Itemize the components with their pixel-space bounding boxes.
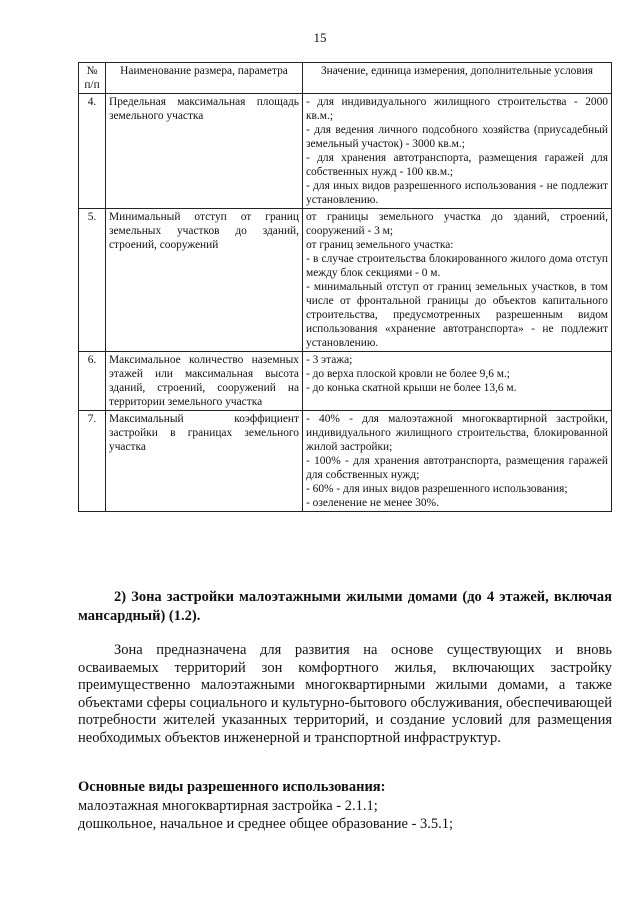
value-line: - в случае строительства блокированного жилого дома отступ между блок секциями - 0 м.: [306, 253, 608, 279]
row-value: [303, 411, 612, 512]
value-line: - 3 этажа;: [306, 354, 353, 366]
value-line: - до верха плоской кровли не более 9,6 м.;: [306, 368, 510, 380]
value-line: - 60% - для иных видов разрешенного использования;: [306, 483, 568, 495]
section-paragraph: Зона предназначена для развития на основе существующих и вновь осваиваемых территорий зон комфортного жилья, включающих застройку преимущественно малоэтажными многоквартирными жилыми домами, а также объектами сферы социального и культурно-бытового обслуживания, обеспечивающей потребности жителей указанных территорий, и создание условий для размещения необходимых объектов инженерной и транспортной инфраструктур.: [78, 642, 612, 746]
row-number: 7.: [79, 411, 106, 512]
row-number: 6.: [79, 352, 106, 411]
value-line: - 40% - для малоэтажной многоквартирной застройки, индивидуального жилищного строительства, блокированной жилой застройки;: [306, 413, 608, 453]
value-line: - озеленение не менее 30%.: [306, 497, 439, 509]
row-parameter-name: Минимальный отступ от границ земельных участков до зданий, строений, сооружений: [106, 209, 303, 352]
value-line: - минимальный отступ от границ земельных участков, в том числе от фронтальной границы до объектов капитального строительства, предусмотренных разрешенным видом использования «хранение автотранспорта» - не подлежит установлению.: [306, 281, 608, 349]
row-value: [303, 209, 612, 352]
section-heading: 2) Зона застройки малоэтажными жилыми домами (до 4 этажей, включая мансардный) (1.2).: [78, 589, 612, 624]
row-number: 5.: [79, 209, 106, 352]
header-num: № п/п: [79, 63, 106, 94]
row-parameter-name: Максимальное количество наземных этажей или максимальная высота зданий, строений, сооружений на территории земельного участка: [106, 352, 303, 411]
row-parameter-name: Максимальный коэффициент застройки в границах земельного участка: [106, 411, 303, 512]
list-item: малоэтажная многоквартирная застройка - 2.1.1;: [78, 798, 378, 814]
row-value: [303, 352, 612, 411]
parameters-table: [78, 62, 612, 512]
permitted-uses-heading: Основные виды разрешенного использования:: [78, 779, 386, 795]
header-name: Наименование размера, параметра: [106, 63, 303, 94]
row-value: [303, 94, 612, 209]
table-row: [79, 209, 612, 352]
value-line: - для хранения автотранспорта, размещения гаражей для собственных нужд - 100 кв.м.;: [306, 152, 608, 178]
value-line: - для индивидуального жилищного строительства - 2000 кв.м.;: [306, 96, 608, 122]
value-line: - для ведения личного подсобного хозяйства (приусадебный земельный участок) - 3000 кв.м.;: [306, 124, 608, 150]
table-row: [79, 352, 612, 411]
row-parameter-name: Предельная максимальная площадь земельного участка: [106, 94, 303, 209]
list-item: дошкольное, начальное и среднее общее образование - 3.5.1;: [78, 816, 454, 832]
permitted-uses-list: [78, 797, 612, 833]
value-line: - 100% - для хранения автотранспорта, размещения гаражей для собственных нужд;: [306, 455, 608, 481]
value-line: от границы земельного участка до зданий, строений, сооружений - 3 м;: [306, 211, 608, 237]
value-line: - для иных видов разрешенного использования - не подлежит установлению.: [306, 180, 608, 206]
table-header-row: [79, 63, 612, 94]
row-number: 4.: [79, 94, 106, 209]
table-row: [79, 411, 612, 512]
header-value: Значение, единица измерения, дополнительные условия: [303, 63, 612, 94]
value-line: - до конька скатной крыши не более 13,6 м.: [306, 382, 517, 394]
page-number: 15: [313, 30, 327, 45]
value-line: от границ земельного участка:: [306, 239, 454, 251]
table-row: [79, 94, 612, 209]
